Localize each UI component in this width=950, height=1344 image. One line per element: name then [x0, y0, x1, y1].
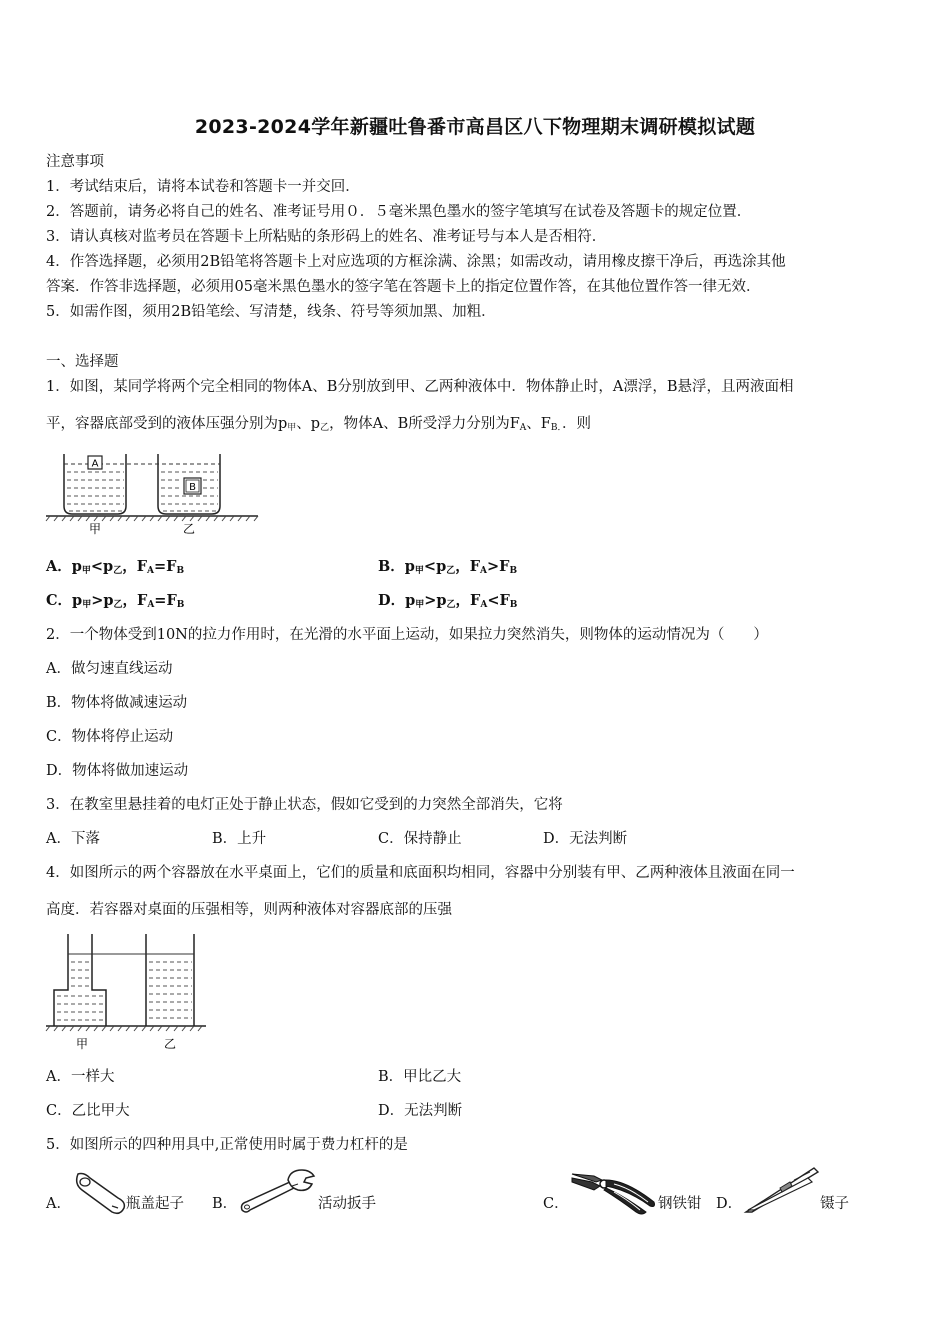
notice-item: 答案．作答非选择题，必须用05毫米黑色墨水的签字笔在答题卡上的指定位置作答，在其他位置作答一律无效． — [46, 279, 761, 295]
tweezers-icon — [742, 1164, 822, 1216]
q5-option-a-letter[interactable]: A． — [46, 1196, 71, 1212]
q4-option-a[interactable]: A．一样大 — [46, 1069, 115, 1085]
q1-option-a[interactable]: A．$p_甲<p_乙$，$F_A=F_B$ — [46, 558, 185, 576]
q1-option-b[interactable]: B．$p_甲<p_乙$，$F_A>F_B$ — [378, 558, 518, 576]
q5-stem: 5．如图所示的四种用具中,正常使用时属于费力杠杆的是 — [46, 1137, 408, 1153]
q1-stem-line2: 平，容器底部受到的液体压强分别为$p_甲$、$p_乙$，物体A、B所受浮力分别为$F_A$、$F_{B.}$．则 — [46, 416, 591, 433]
q1-stem-line1: 1．如图，某同学将两个完全相同的物体A、B分别放到甲、乙两种液体中．物体静止时，A漂浮，B悬浮，且两液面相 — [46, 379, 794, 395]
q3-option-a[interactable]: A．下落 — [46, 831, 100, 847]
q5-option-c-label: 钢铁钳 — [658, 1196, 702, 1212]
q3-option-c[interactable]: C．保持静止 — [378, 831, 462, 847]
notice-item: 1．考试结束后，请将本试卷和答题卡一并交回． — [46, 179, 360, 195]
bottle-opener-icon — [72, 1170, 128, 1218]
q1-option-c[interactable]: C．$p_甲>p_乙$，$F_A=F_B$ — [46, 592, 185, 610]
q4-option-c[interactable]: C．乙比甲大 — [46, 1103, 130, 1119]
box-a-label: A — [91, 458, 99, 470]
adjustable-wrench-icon — [238, 1166, 318, 1218]
q5-option-d-letter[interactable]: D． — [716, 1196, 743, 1212]
q4-stem-line2: 高度．若容器对桌面的压强相等，则两种液体对容器底部的压强 — [46, 902, 452, 918]
fig-label-jia: 甲 — [88, 522, 102, 536]
notice-item: 2．答题前，请务必将自己的姓名、准考证号用０．５毫米黑色墨水的签字笔填写在试卷及答题卡的规定位置． — [46, 204, 752, 220]
fig-label-yi: 乙 — [163, 1037, 177, 1051]
q3-option-b[interactable]: B．上升 — [212, 831, 267, 847]
q5-option-b-label: 活动扳手 — [318, 1196, 376, 1212]
q4-option-d[interactable]: D．无法判断 — [378, 1103, 463, 1119]
q2-stem: 2．一个物体受到10N的拉力作用时，在光滑的水平面上运动，如果拉力突然消失，则物体的运动情况为（ ） — [46, 627, 768, 643]
q1-option-d[interactable]: D．$p_甲>p_乙$，$F_A<F_B$ — [378, 592, 518, 610]
q3-stem: 3．在教室里悬挂着的电灯正处于静止状态，假如它受到的力突然全部消失，它将 — [46, 797, 563, 813]
q3-option-d[interactable]: D．无法判断 — [543, 831, 628, 847]
q4-stem-line1: 4．如图所示的两个容器放在水平桌面上，它们的质量和底面积均相同，容器中分别装有甲、乙两种液体且液面在同一 — [46, 865, 795, 881]
notice-item: 4．作答选择题，必须用2B铅笔将答题卡上对应选项的方框涂满、涂黑；如需改动，请用橡皮擦干净后，再选涂其他 — [46, 254, 786, 270]
pliers-icon — [570, 1170, 658, 1216]
fig-label-yi: 乙 — [182, 522, 196, 536]
q1-figure — [46, 448, 261, 538]
q2-option-c[interactable]: C．物体将停止运动 — [46, 729, 174, 745]
q4-figure — [46, 932, 216, 1054]
q4-option-b[interactable]: B．甲比乙大 — [378, 1069, 462, 1085]
notice-item: 5．如需作图，须用2B铅笔绘、写清楚，线条、符号等须加黑、加粗． — [46, 304, 496, 320]
notice-item: 3．请认真核对监考员在答题卡上所粘贴的条形码上的姓名、准考证号与本人是否相符． — [46, 229, 607, 245]
fig-label-jia: 甲 — [75, 1037, 89, 1051]
q5-option-c-letter[interactable]: C． — [543, 1196, 569, 1212]
q2-option-a[interactable]: A．做匀速直线运动 — [46, 661, 173, 677]
q2-option-d[interactable]: D．物体将做加速运动 — [46, 763, 189, 779]
section-heading: 一、选择题 — [46, 354, 119, 370]
page-title: 2023-2024学年新疆吐鲁番市高昌区八下物理期末调研模拟试题 — [194, 116, 756, 138]
notice-heading: 注意事项 — [46, 154, 104, 170]
q5-option-b-letter[interactable]: B． — [212, 1196, 238, 1212]
q2-option-b[interactable]: B．物体将做减速运动 — [46, 695, 188, 711]
q5-option-d-label: 镊子 — [820, 1196, 849, 1212]
box-b-label: B — [189, 482, 196, 493]
q5-option-a-label: 瓶盖起子 — [126, 1196, 184, 1212]
